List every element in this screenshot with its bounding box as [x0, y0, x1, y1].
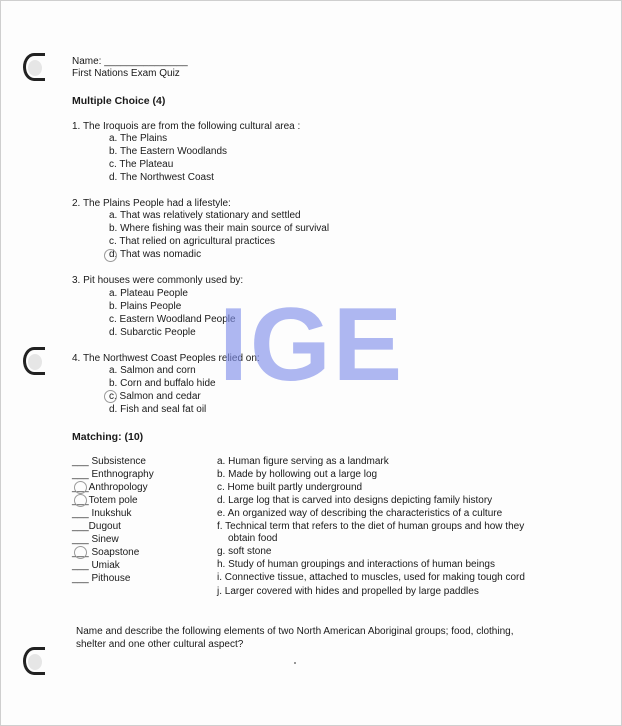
matching-term: ___ Sinew [72, 534, 119, 545]
question-1-option-c: c. The Plateau [109, 159, 174, 170]
question-4-option-a: a. Salmon and corn [109, 365, 196, 376]
matching-definition: b. Made by hollowing out a large log [217, 469, 378, 480]
essay-question-line-1: Name and describe the following elements of two North American Aboriginal groups; food, clothing, [76, 626, 514, 637]
matching-term: ___ Soapstone [72, 547, 140, 558]
pencil-circle-mark [104, 249, 117, 262]
question-2-prompt: 2. The Plains People had a lifestyle: [72, 198, 231, 209]
question-2-option-c: c. That relied on agricultural practices [109, 236, 276, 247]
question-3-option-b: b. Plains People [109, 301, 182, 312]
matching-definition: j. Larger covered with hides and propelled by large paddles [217, 586, 479, 597]
question-1-prompt: 1. The Iroquois are from the following cultural area : [72, 121, 301, 132]
multiple-choice-heading: Multiple Choice (4) [72, 95, 166, 107]
question-3-prompt: 3. Pit houses were commonly used by: [72, 275, 244, 286]
matching-definition: a. Human figure serving as a landmark [217, 456, 389, 467]
pencil-circle-mark [74, 546, 87, 559]
stray-mark [294, 662, 296, 664]
question-2-option-d: d. That was nomadic [109, 249, 202, 260]
matching-definition: f. Technical term that refers to the diet of human groups and how they [217, 521, 525, 532]
name-field-label: Name: _______________ [72, 56, 188, 67]
question-4-option-d: d. Fish and seal fat oil [109, 404, 207, 415]
pencil-circle-mark [104, 390, 117, 403]
watermark: IGE [219, 287, 405, 403]
question-1-option-d: d. The Northwest Coast [109, 172, 214, 183]
binder-hole-middle [23, 347, 45, 375]
pencil-circle-mark [74, 494, 87, 507]
matching-definition: h. Study of human groupings and interactions of human beings [217, 559, 495, 570]
matching-term: ___ Enthnography [72, 469, 154, 480]
quiz-title: First Nations Exam Quiz [72, 68, 180, 79]
matching-term: ___ Umiak [72, 560, 120, 571]
matching-term: ___Totem pole [72, 495, 138, 506]
matching-term: ___ Pithouse [72, 573, 131, 584]
question-1-option-a: a. The Plains [109, 133, 168, 144]
question-2-option-b: b. Where fishing was their main source of survival [109, 223, 330, 234]
matching-definition: i. Connective tissue, attached to muscles, used for making tough cord [217, 572, 525, 583]
question-3-option-c: c. Eastern Woodland People [109, 314, 236, 325]
essay-question-line-2: shelter and one other cultural aspect? [76, 639, 244, 650]
matching-definition: c. Home built partly underground [217, 482, 363, 493]
matching-definition: g. soft stone [217, 546, 272, 557]
binder-hole-top [23, 53, 45, 81]
binder-hole-bottom [23, 647, 45, 675]
matching-heading: Matching: (10) [72, 431, 144, 443]
pencil-circle-mark [74, 481, 87, 494]
question-4-option-c: c. Salmon and cedar [109, 391, 201, 402]
question-3-option-d: d. Subarctic People [109, 327, 196, 338]
matching-definition-continuation: obtain food [228, 533, 278, 544]
matching-term: ___ Subsistence [72, 456, 146, 467]
question-4-prompt: 4. The Northwest Coast Peoples relied on: [72, 353, 260, 364]
question-3-option-a: a. Plateau People [109, 288, 188, 299]
matching-definition: e. An organized way of describing the characteristics of a culture [217, 508, 503, 519]
matching-term: ___ Inukshuk [72, 508, 132, 519]
matching-term: ___Anthropology [72, 482, 148, 493]
matching-definition: d. Large log that is carved into designs depicting family history [217, 495, 493, 506]
question-4-option-b: b. Corn and buffalo hide [109, 378, 216, 389]
question-1-option-b: b. The Eastern Woodlands [109, 146, 228, 157]
question-2-option-a: a. That was relatively stationary and settled [109, 210, 301, 221]
matching-term: ___Dugout [72, 521, 121, 532]
